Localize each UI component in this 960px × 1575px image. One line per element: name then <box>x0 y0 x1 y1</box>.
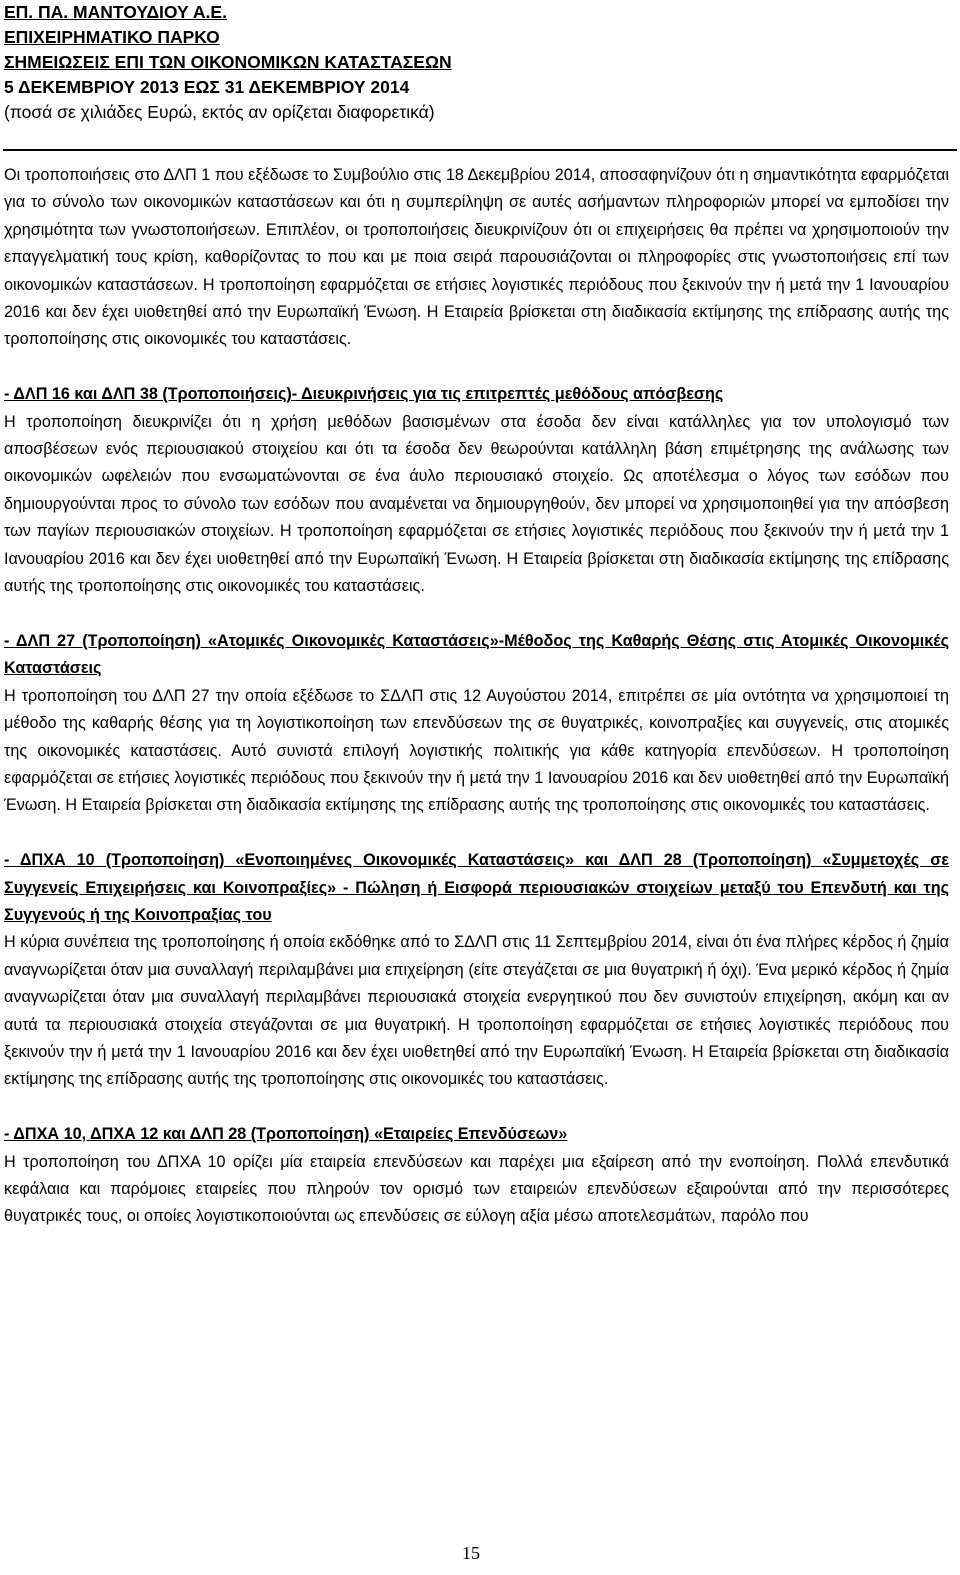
header-divider <box>3 149 957 151</box>
document-header <box>4 0 954 125</box>
section-body-ifrs10-ias28: Η κύρια συνέπεια της τροποποίησης ή οποία εκδόθηκε από το ΣΔΛΠ στις 11 Σεπτεμβρίου 2014, είναι ότι ένα πλήρες κέρδος ή ζημία αναγνωρίζεται όταν μια συναλλαγή περιλαμβάνει μια επιχείρηση (είτε στεγάζεται σε μια θυγατρική ή όχι). Ένα μερικό κέρδος ή ζημία αναγνωρίζεται όταν μια συναλλαγή περιλαμβάνει περιουσιακά στοιχεία ενεργητικού που δεν συνιστούν επιχείρηση, ακόμη και αν αυτά τα περιουσιακά στοιχεία στεγάζονται σε μια θυγατρική. Η τροποποίηση εφαρμόζεται σε ετήσιες λογιστικές περιόδους που ξεκινούν την ή μετά την 1 Ιανουαρίου 2016 και δεν έχει υιοθετηθεί από την Ευρωπαϊκή Ένωση. Η Εταιρεία βρίσκεται στη διαδικασία εκτίμησης της επίδρασης αυτής της τροποποίησης στις οικονομικές του καταστάσεις. <box>4 933 949 1089</box>
section-heading-investment-entities: - ΔΠΧΑ 10, ΔΠΧΑ 12 και ΔΛΠ 28 (Τροποποίηση) «Εταιρείες Επενδύσεων» <box>4 1125 568 1144</box>
reporting-period: 5 ΔΕΚΕΜΒΡΙΟΥ 2013 ΕΩΣ 31 ΔΕΚΕΜΒΡΙΟΥ 2014 <box>4 77 410 97</box>
company-name: ΕΠ. ΠΑ. ΜΑΝΤΟΥΔΙΟΥ Α.Ε. <box>4 2 227 22</box>
notes-body <box>4 162 949 1231</box>
section-gap <box>4 820 949 847</box>
section-gap <box>4 354 949 381</box>
notes-title: ΣΗΜΕΙΩΣΕΙΣ ΕΠΙ ΤΩΝ ΟΙΚΟΝΟΜΙΚΩΝ ΚΑΤΑΣΤΑΣΕΩΝ <box>4 52 452 72</box>
company-subtitle: ΕΠΙΧΕΙΡΗΜΑΤΙΚΟ ΠΑΡΚΟ <box>4 27 220 47</box>
section-body-ias16-38: Η τροποποίηση διευκρινίζει ότι η χρήση μεθόδων βασισμένων στα έσοδα δεν είναι κατάλληλες για τον υπολογισμό των αποσβέσεων ενός περιουσιακού στοιχείου και ότι τα έσοδα δεν θεωρούνται κατάλληλη βάση επιμέτρησης της ανάλωσης των οικονομικών ωφελειών που ενσωματώνονται σε ένα άυλο περιουσιακό στοιχείο. Ως αποτέλεσμα ο λόγος των εσόδων που δημιουργούνται προς το σύνολο των εσόδων που αναμένεται να δημιουργηθούν, δεν μπορεί να χρησιμοποιηθεί για την απόσβεση των παγίων περιουσιακών στοιχείων. Η τροποποίηση εφαρμόζεται σε ετήσιες λογιστικές περιόδους που ξεκινούν την ή μετά την 1 Ιανουαρίου 2016 και δεν έχει υιοθετηθεί από την Ευρωπαϊκή Ένωση. Η Εταιρεία βρίσκεται στη διαδικασία εκτίμησης της επίδρασης αυτής της τροποποίησης στις οικονομικές του καταστάσεις. <box>4 412 949 596</box>
section-heading-ifrs10-ias28: - ΔΠΧΑ 10 (Τροποποίηση) «Ενοποιημένες Οικονομικές Καταστάσεις» και ΔΛΠ 28 (Τροποποίηση) «Συμμετοχές σε Συγγενείς Επιχειρήσεις και Κοινοπραξίες» - Πώληση ή Εισφορά περιουσιακών στοιχείων μεταξύ του Επενδυτή και της Συγγενούς ή της Κοινοπραξίας του <box>4 851 949 924</box>
section-heading-ias27: - ΔΛΠ 27 (Τροποποίηση) «Ατομικές Οικονομικές Καταστάσεις»-Μέθοδος της Καθαρής Θέσης στις Ατομικές Οικονομικές Καταστάσεις <box>4 631 949 678</box>
section-gap <box>4 600 949 627</box>
currency-note: (ποσά σε χιλιάδες Ευρώ, εκτός αν ορίζεται διαφορετικά) <box>4 102 435 122</box>
intro-paragraph: Οι τροποποιήσεις στο ΔΛΠ 1 που εξέδωσε το Συμβούλιο στις 18 Δεκεμβρίου 2014, αποσαφηνίζουν ότι η σημαντικότητα εφαρμόζεται για το σύνολο των οικονομικών καταστάσεων και ότι η συμπερίληψη σε αυτές ασήμαντων πληροφοριών μπορεί να εμποδίσει την χρησιμότητα των γνωστοποιήσεων. Επιπλέον, οι τροποποιήσεις διευκρινίζουν ότι οι επιχειρήσεις θα πρέπει να χρησιμοποιούν την επαγγελματική τους κρίση, καθορίζοντας το που και με ποια σειρά παρουσιάζονται οι πληροφορίες στις γνωστοποιήσεις επί των οικονομικών καταστάσεων. Η τροποποίηση εφαρμόζεται σε ετήσιες λογιστικές περιόδους που ξεκινούν την ή μετά την 1 Ιανουαρίου 2016 και δεν έχει υιοθετηθεί από την Ευρωπαϊκή Ένωση. Η Εταιρεία βρίσκεται στη διαδικασία εκτίμησης της επίδρασης αυτής της τροποποίησης στις οικονομικές του καταστάσεις. <box>4 166 949 349</box>
section-gap <box>4 1094 949 1121</box>
section-body-ias27: Η τροποποίηση του ΔΛΠ 27 την οποία εξέδωσε το ΣΔΛΠ στις 12 Αυγούστου 2014, επιτρέπει σε μία οντότητα να χρησιμοποιεί τη μέθοδο της καθαρής θέσης για τη λογιστικοποίηση των επενδύσεων της σε θυγατρικές, κοινοπραξίες και συγγενείς, στις ατομικές της οικονομικές καταστάσεις. Αυτό συνιστά επιλογή λογιστικής πολιτικής για κάθε κατηγορία επενδύσεων. Η τροποποίηση εφαρμόζεται σε ετήσιες λογιστικές περιόδους που ξεκινούν την ή μετά την 1 Ιανουαρίου 2016 και δεν υιοθετηθεί από την Ευρωπαϊκή Ένωση. Η Εταιρεία βρίσκεται στη διαδικασία εκτίμησης της επίδρασης αυτής της τροποποίησης στις οικονομικές του καταστάσεις. <box>4 686 949 815</box>
section-heading-ias16-38: - ΔΛΠ 16 και ΔΛΠ 38 (Τροποποιήσεις)- Διευκρινήσεις για τις επιτρεπτές μεθόδους απόσβεσης <box>4 385 724 404</box>
section-body-investment-entities: Η τροποποίηση του ΔΠΧΑ 10 ορίζει μία εταιρεία επενδύσεων και παρέχει μια εξαίρεση από την ενοποίηση. Πολλά επενδυτικά κεφάλαια και παρόμοιες εταιρείες που πληρούν τον ορισμό των εταιρειών επενδύσεων εξαιρούνται από την περισσότερες θυγατρικές τους, οι οποίες λογιστικοποιούνται ως επενδύσεις σε εύλογη αξία μέσω αποτελεσμάτων, παρόλο που <box>4 1152 949 1226</box>
page-number: 15 <box>462 1543 480 1563</box>
